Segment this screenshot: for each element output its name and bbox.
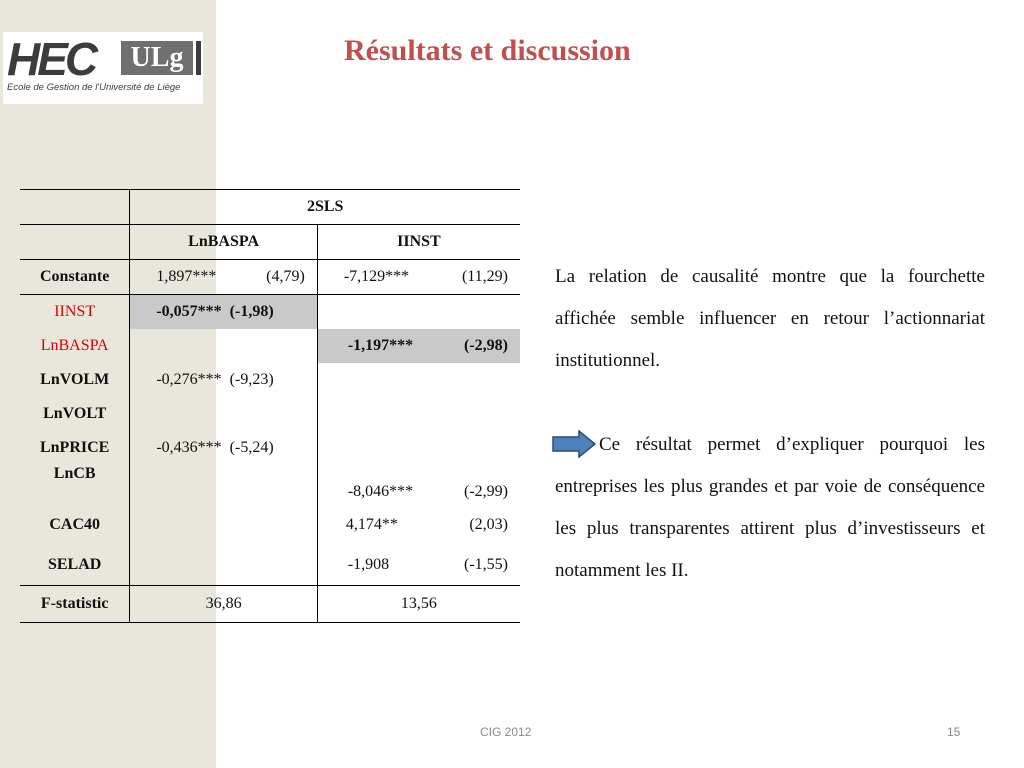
coef-value: -1,197***: [347, 337, 414, 354]
row-label: LnVOLT: [20, 397, 130, 431]
coef-value: -8,046***: [347, 483, 414, 500]
header-2sls: 2SLS: [130, 190, 520, 225]
table-row: [20, 545, 520, 586]
t-stat-value: (-1,55): [464, 556, 508, 573]
logo-ulg-badge: ULg: [121, 41, 193, 75]
t-stat-value: (-5,24): [229, 439, 274, 456]
coef-value: -7,129***: [343, 268, 410, 285]
coef-value: -0,436***: [156, 439, 222, 456]
t-stat-value: (-1,98): [229, 303, 274, 320]
fstat-row: [20, 586, 520, 623]
table-row: [20, 363, 520, 397]
table-row: [20, 295, 520, 330]
empty-cell: [130, 505, 317, 545]
t-stat-value: (-2,98): [464, 337, 508, 354]
table-row: [20, 505, 520, 545]
row-label: LnVOLM: [20, 363, 130, 397]
coef-value: -0,276***: [156, 371, 222, 388]
subheader-empty-cell: [20, 225, 130, 260]
paragraph-explanation: [555, 424, 985, 592]
empty-cell: [130, 465, 317, 505]
table-row: [20, 260, 520, 295]
paragraph-explanation-text: Ce résultat permet d’expliquer pourquoi les entreprises les plus grandes et par voie de conséquence les plus transparentes attirent plus d’investisseurs et notamment les II.: [555, 434, 985, 581]
col-header-lnbaspa: LnBASPA: [130, 225, 317, 260]
table-header-row: [20, 190, 520, 225]
empty-cell: [317, 295, 520, 330]
row-label: Constante: [20, 260, 130, 295]
row-label: F-statistic: [20, 586, 130, 623]
row-label-highlight: IINST: [20, 295, 130, 330]
t-stat-value: (4,79): [266, 268, 305, 285]
logo-hec-text: HEC: [7, 33, 96, 85]
col-header-iinst: IINST: [317, 225, 520, 260]
empty-cell: [130, 329, 317, 363]
empty-cell: [130, 545, 317, 586]
coef-value: 4,174**: [345, 516, 398, 533]
empty-cell: [317, 363, 520, 397]
footer-conference: CIG 2012: [480, 725, 532, 739]
table-row: [20, 431, 520, 465]
fstat-value: 13,56: [317, 586, 520, 623]
empty-cell: [317, 431, 520, 465]
row-label: SELAD: [20, 545, 130, 586]
row-label-highlight: LnBASPA: [20, 329, 130, 363]
t-stat-value: (11,29): [461, 268, 508, 285]
empty-cell: [317, 397, 520, 431]
empty-cell: [130, 397, 317, 431]
t-stat-value: (2,03): [469, 516, 508, 533]
logo-subtitle: Ecole de Gestion de l'Université de Liège: [7, 82, 181, 93]
table-row: [20, 465, 520, 505]
page-number: 15: [947, 725, 961, 739]
table-subheader-row: [20, 225, 520, 260]
row-label: LnCB: [20, 465, 130, 505]
coef-value: -0,057***: [156, 303, 222, 320]
t-stat-value: (-9,23): [229, 371, 274, 388]
coef-value: -1,908: [347, 556, 390, 573]
hec-ulg-logo: [3, 32, 203, 104]
slide-title: Résultats et discussion: [344, 34, 631, 67]
results-table: [20, 189, 520, 623]
fstat-value: 36,86: [130, 586, 317, 623]
logo-bar: [196, 41, 201, 75]
table-row: [20, 397, 520, 431]
row-label: LnPRICE: [20, 431, 130, 465]
table-row: [20, 329, 520, 363]
row-label: CAC40: [20, 505, 130, 545]
coef-value: 1,897***: [156, 268, 217, 285]
header-empty-cell: [20, 190, 130, 225]
t-stat-value: (-2,99): [464, 483, 508, 500]
paragraph-causality: La relation de causalité montre que la fourchette affichée semble influencer en retour l’actionnariat institutionnel.: [555, 266, 985, 371]
